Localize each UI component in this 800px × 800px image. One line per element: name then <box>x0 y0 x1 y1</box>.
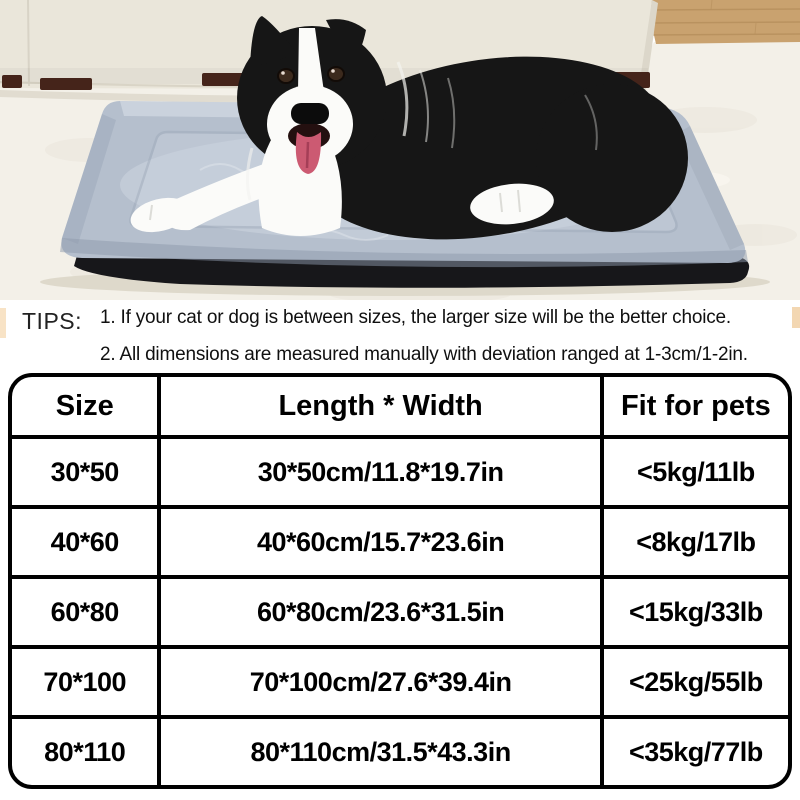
table-row <box>12 717 788 785</box>
column-header-size: Size <box>12 377 159 437</box>
table-cell: <25kg/55lb <box>602 647 788 717</box>
table-cell: 30*50 <box>12 437 159 507</box>
table-cell: 30*50cm/11.8*19.7in <box>159 437 601 507</box>
table-cell: 60*80 <box>12 577 159 647</box>
column-header-fit: Fit for pets <box>602 377 788 437</box>
table-cell: <8kg/17lb <box>602 507 788 577</box>
table-row <box>12 647 788 717</box>
size-table <box>8 373 792 789</box>
table-cell: 80*110cm/31.5*43.3in <box>159 717 601 785</box>
table-cell: 80*110 <box>12 717 159 785</box>
table-cell: <5kg/11lb <box>602 437 788 507</box>
left-edge-artifact <box>0 308 6 338</box>
table-cell: 70*100cm/27.6*39.4in <box>159 647 601 717</box>
size-table-body <box>12 437 788 785</box>
table-cell: <35kg/77lb <box>628 736 763 767</box>
column-header-length: Length * Width <box>159 377 601 437</box>
size-table-header <box>12 377 788 437</box>
tips-label: TIPS: <box>22 308 83 334</box>
tips-list <box>100 307 794 381</box>
table-cell: 40*60 <box>12 507 159 577</box>
tip-line-1: 1. If your cat or dog is between sizes, the larger size will be the better choice. <box>100 307 731 328</box>
table-cell: 70*100 <box>12 647 159 717</box>
product-photo <box>0 0 800 300</box>
tip-line-2: 2. All dimensions are measured manually with deviation ranged at 1-3cm/1-2in. <box>100 344 748 365</box>
table-row <box>12 507 788 577</box>
table-row <box>12 437 788 507</box>
wood-floor <box>646 0 800 44</box>
table-cell: 60*80cm/23.6*31.5in <box>159 577 601 647</box>
tips-section <box>0 300 800 367</box>
right-edge-artifact <box>792 307 800 328</box>
dog-nose <box>291 103 329 124</box>
table-row <box>12 577 788 647</box>
table-cell: 40*60cm/15.7*23.6in <box>159 507 601 577</box>
table-cell: <15kg/33lb <box>602 577 788 647</box>
